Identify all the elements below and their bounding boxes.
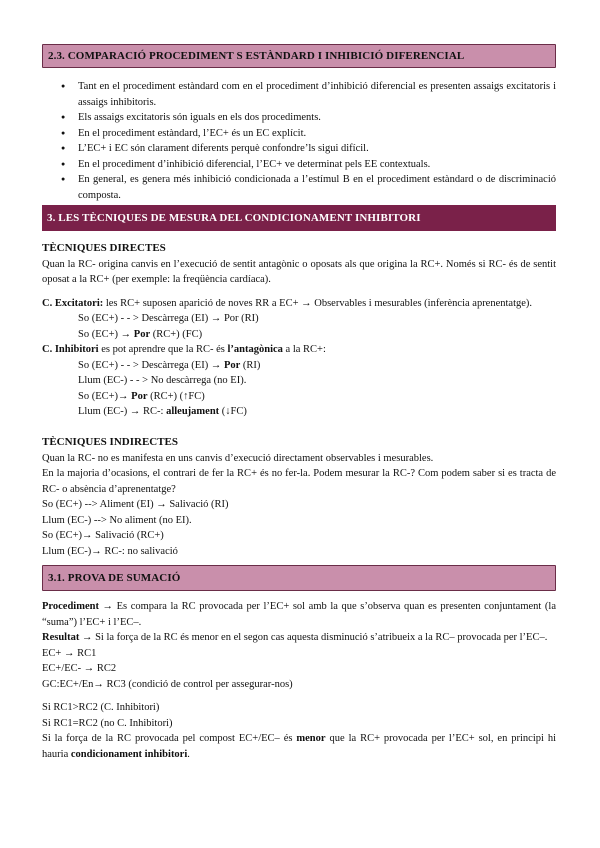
text: que la RC+ provocada per l’EC+ sol, en principi hi hauria [42, 733, 556, 760]
list-item: ● En general, es genera més inhibició condicionada a l’estímul B en el procediment estàndard o de discriminació composta. [42, 172, 556, 203]
line [42, 389, 556, 405]
bold-text: menor [296, 733, 326, 744]
text: Si la força de la RC provocada pel compost EC+/EC– és [42, 733, 297, 744]
summation-test-block [42, 599, 556, 762]
section-header-2-3: 2.3. COMPARACIÓ PROCEDIMENT S ESTÀNDARD I INHIBICIÓ DIFERENCIAL [42, 44, 556, 68]
text: (↓FC) [219, 406, 247, 417]
paragraph: En la majoria d’ocasions, el contrari de fer la RC+ és no fer-la. Podem mesurar la RC-? Com podem saber si es tracta de RC- o absència d’aprenentatge? [42, 468, 556, 495]
direct-techniques-block [42, 241, 556, 420]
text: Llum (EC-) → RC-: [78, 406, 167, 417]
line: So (EC+) --> Aliment (EI) → Salivació (RI) [42, 499, 229, 510]
text: . [187, 748, 190, 760]
paragraph: Quan la RC- no es manifesta en uns canvis d’execució directament observables i mesurables. [42, 452, 434, 464]
subheading-indirectes: TÈCNIQUES INDIRECTES [42, 436, 179, 448]
line: GC:EC+/En→ RC3 (condició de control per assegurar-nos) [42, 678, 293, 690]
line: EC+ → RC1 [42, 647, 97, 659]
bold-text: l’antagònica [227, 344, 283, 355]
paragraph-excitatori [42, 296, 556, 312]
list-item: ● L’EC+ i EC són clarament diferents perquè confondre’ls sigui difícil. [42, 141, 556, 157]
label: C. Excitatori: [42, 297, 104, 309]
text: (RC+) (↑FC) [147, 390, 205, 402]
line: Llum (EC-)→ RC-: no salivació [42, 545, 178, 557]
line [42, 404, 556, 420]
line: So (EC+) - - > Descàrrega (EI) → Por (RI) [78, 313, 259, 324]
bold-text: alleujament [166, 406, 220, 417]
paragraph-final [42, 731, 556, 762]
bullet-list [42, 79, 556, 203]
paragraph: Quan la RC- origina canvis en l’execució de sentit antagònic o oposats als que origina la RC+. Només si RC- és de sentit oposat a la RC+ (per exemple: la freqüència cardíaca). [42, 258, 556, 285]
text: So (EC+) - - > Descàrrega (EI) → [78, 359, 224, 371]
paragraph-inhibitori [42, 342, 556, 358]
text: les RC+ suposen aparició de noves RR a EC+ → Observables i mesurables (inferència aprenentatge). [103, 297, 533, 309]
label: Procediment [42, 601, 99, 612]
text: → Es compara la RC provocada per l’EC+ sol amb la que s’observa quan es presenten conjuntament (la “suma”) l’EC+ i l’EC–. [42, 601, 556, 628]
bold-text: Por [131, 390, 148, 402]
list-item: ● Tant en el procediment estàndard com en el procediment d’inhibició diferencial es presenten assaigs excitatoris i assaigs inhibitoris. [42, 79, 556, 110]
subheading-directes: TÈCNIQUES DIRECTES [42, 242, 166, 254]
section-header-3: 3. LES TÈCNIQUES DE MESURA DEL CONDICIONAMENT INHIBITORI [42, 205, 556, 231]
text: (RC+) (FC) [150, 328, 203, 340]
bold-text: Por [133, 328, 151, 340]
line: Llum (EC-) - - > No descàrrega (no EI). [78, 375, 247, 386]
text: (RI) [240, 359, 261, 371]
label: Resultat [42, 632, 80, 643]
list-item: ● En el procediment d’inhibició diferencial, l’EC+ ve determinat pels EE contextuals. [42, 157, 556, 173]
text: → Si la força de la RC és menor en el segon cas aquesta disminució s’atribueix a la RC– provocada per l’EC–. [79, 632, 548, 643]
line: Si RC1>RC2 (C. Inhibitori) [42, 702, 160, 713]
list-item: ● Els assaigs excitatoris són iguals en els dos procediments. [42, 110, 556, 126]
line: Llum (EC-) --> No aliment (no EI). [42, 514, 192, 526]
line [42, 358, 556, 374]
list-item: ● En el procediment estàndard, l’EC+ és un EC explícit. [42, 126, 556, 142]
bold-text: condicionament inhibitori [70, 748, 188, 760]
line: Si RC1=RC2 (no C. Inhibitori) [42, 717, 173, 729]
bold-text: Por [223, 359, 241, 371]
text: a la RC+: [282, 344, 326, 355]
text: So (EC+) → [78, 328, 134, 340]
label: C. Inhibitori [42, 344, 99, 355]
text: So (EC+)→ [78, 390, 132, 402]
line: EC+/EC- → RC2 [42, 663, 117, 674]
paragraph-resultat [42, 630, 556, 646]
line [42, 327, 556, 343]
section-header-3-1: 3.1. PROVA DE SUMACIÓ [42, 565, 556, 591]
paragraph-procediment [42, 599, 556, 630]
text: es pot aprendre que la RC- és [98, 344, 228, 355]
indirect-techniques-block [42, 435, 556, 559]
line: So (EC+)→ Salivació (RC+) [42, 530, 164, 541]
